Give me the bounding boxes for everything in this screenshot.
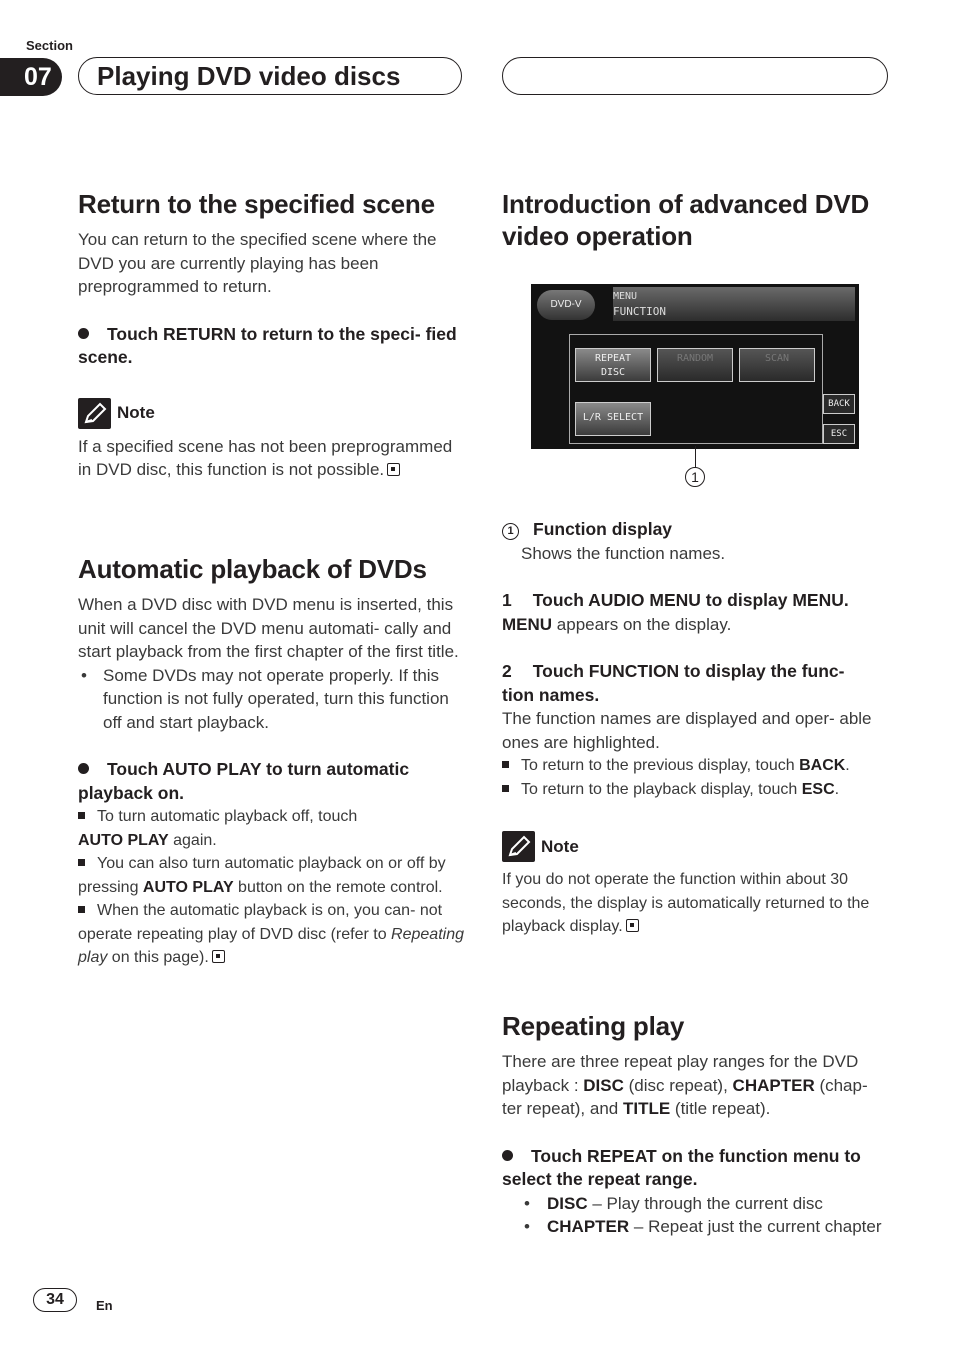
bullet-icon	[78, 328, 89, 339]
autoplay-tip-2: You can also turn automatic playback on or off by pressing AUTO PLAY button on the remote control.	[78, 855, 446, 896]
return-note-text: If a specified scene has not been preprogrammed in DVD disc, this function is not possible.	[78, 436, 453, 479]
section-label: Section	[26, 38, 73, 53]
screen-menu-label: MENU	[613, 291, 638, 302]
left-column	[78, 188, 468, 482]
return-note	[78, 398, 468, 429]
legend-number: 1	[502, 523, 519, 540]
note-label: Note	[541, 836, 579, 856]
repeat-step: Touch REPEAT on the function menu to select the repeat range.	[502, 1145, 861, 1189]
note-pencil-icon	[502, 831, 535, 862]
square-bullet-icon	[78, 906, 85, 913]
repeat-body: There are three repeat play ranges for the DVD playback : DISC (disc repeat), CHAPTER (chap- ter repeat), and TITLE (title repeat).	[502, 1052, 868, 1118]
heading-repeat: Repeating play	[502, 1011, 685, 1041]
intro-section	[502, 188, 892, 252]
square-bullet-icon	[78, 859, 85, 866]
end-mark-icon	[387, 463, 400, 476]
square-bullet-icon	[78, 812, 85, 819]
heading-intro: Introduction of advanced DVD video operation	[502, 189, 870, 251]
autoplay-tip-3: When the automatic playback is on, you can- not operate repeating play of DVD disc (refer to Repeating play on this page).	[78, 902, 464, 966]
header-empty-pill	[502, 57, 888, 95]
step-2-result: The function names are displayed and oper- able ones are highlighted.	[502, 709, 872, 752]
end-mark-icon	[626, 919, 639, 932]
screen-scan-button: SCAN	[739, 348, 815, 382]
heading-return: Return to the specified scene	[78, 189, 435, 219]
screen-random-button: RANDOM	[657, 348, 733, 382]
square-bullet-icon	[502, 761, 509, 768]
section-number: 07	[0, 58, 62, 96]
note-pencil-icon	[78, 398, 111, 429]
callout-line	[695, 446, 696, 468]
screen-repeat-button: REPEAT DISC	[575, 348, 651, 382]
function-screen-image	[531, 284, 859, 449]
bullet-icon	[502, 1150, 513, 1161]
screen-source-tab: DVD-V	[537, 290, 595, 320]
step-1: 1 Touch AUDIO MENU to display MENU.	[502, 590, 849, 610]
legend-title: 1 Function display	[502, 518, 892, 542]
page-number: 34	[33, 1288, 77, 1312]
step-2: 2 Touch FUNCTION to display the func- tion names.	[502, 661, 845, 705]
autoplay-step: Touch AUTO PLAY to turn automatic playback on.	[78, 759, 410, 803]
return-body: You can return to the specified scene where the DVD you are currently playing has been preprogrammed to return.	[78, 230, 437, 296]
return-step: Touch RETURN to return to the speci- fied scene.	[78, 323, 457, 367]
screen-lr-select-button: L/R SELECT	[575, 402, 651, 436]
step-1-result: MENU appears on the display.	[502, 614, 732, 634]
heading-autoplay: Automatic playback of DVDs	[78, 554, 427, 584]
bullet-icon	[78, 763, 89, 774]
end-mark-icon	[212, 950, 225, 963]
screen-esc-button: ESC	[823, 424, 855, 444]
intro-steps	[502, 518, 892, 939]
repeat-item-disc: • DISC – Play through the current disc	[524, 1193, 823, 1213]
screen-function-label: FUNCTION	[613, 305, 666, 318]
legend-text: Shows the function names.	[521, 543, 726, 563]
repeat-section	[502, 1010, 892, 1239]
screen-back-button: BACK	[823, 394, 855, 414]
autoplay-bullet: • Some DVDs may not operate properly. If this function is not fully operated, turn this function off and start playback.	[81, 665, 449, 732]
autoplay-section	[78, 553, 470, 970]
callout-number: 1	[685, 467, 705, 487]
square-bullet-icon	[502, 785, 509, 792]
language-label: En	[96, 1298, 113, 1313]
note-label: Note	[117, 403, 155, 422]
repeat-item-chapter: • CHAPTER – Repeat just the current chapter	[524, 1217, 882, 1236]
chapter-title: Playing DVD video discs	[78, 57, 462, 95]
autoplay-tip-1: To turn automatic playback off, touch AUTO PLAY again.	[78, 808, 358, 849]
intro-tip-1: To return to the previous display, touch BACK.	[502, 754, 892, 778]
intro-note	[502, 831, 892, 862]
intro-tip-2: To return to the playback display, touch ESC.	[502, 778, 892, 802]
autoplay-body: When a DVD disc with DVD menu is inserted, this unit will cancel the DVD menu automati- cally and start playback from the first chapter of the first title.	[78, 595, 459, 661]
intro-note-text: If you do not operate the function within about 30 seconds, the display is automatically returned to the playback display.	[502, 871, 870, 935]
